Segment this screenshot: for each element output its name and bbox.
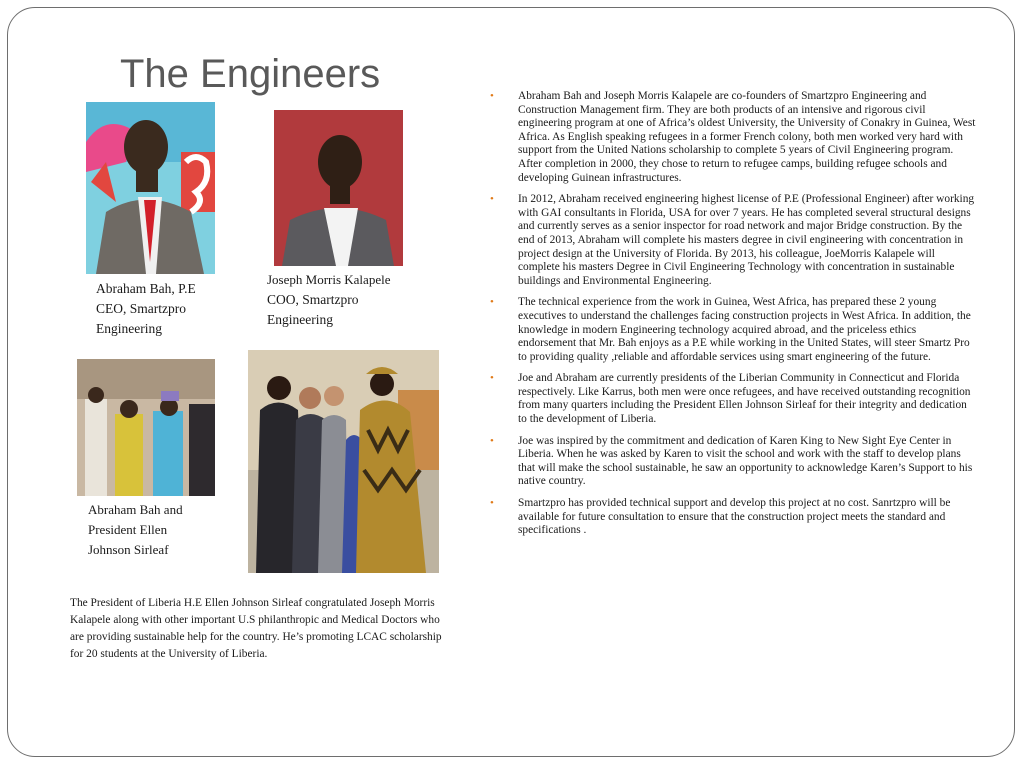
caption-line: Engineering bbox=[267, 312, 333, 327]
photo-footnote: The President of Liberia H.E Ellen Johnson Sirleaf congratulated Joseph Morris Kalapele along with other important U.S philanthropic and Medical Doctors who are providing sustainable help for the country. He’s promoting LCAC scholarship for 20 students at the University of Liberia. bbox=[70, 597, 442, 660]
bullet-text: Abraham Bah and Joseph Morris Kalapele are co-founders of Smartzpro Engineering and Construction Management firm. They are both products of an intensive and rigorous civil engineering program at one of Africa’s oldest University, the University of Conakry in Guinea, West Africa. As English speaking refugees in a former French colony, both men worked very hard with support from the United Nations scholarship to complete 5 years of Civil Engineering program. After completion in 2000, they chose to return to refugee camps, building refugee schools and developing Guinean infrastructures. bbox=[518, 90, 976, 184]
caption-line: Abraham Bah and bbox=[88, 502, 183, 517]
bullet-icon: • bbox=[490, 90, 494, 102]
slide-title: The Engineers bbox=[120, 52, 381, 96]
caption-line: Johnson Sirleaf bbox=[88, 542, 169, 557]
portrait-image bbox=[274, 110, 403, 266]
bullet-icon: • bbox=[490, 193, 494, 206]
bullet-icon: • bbox=[490, 372, 494, 385]
bullet-text: The technical experience from the work in Guinea, West Africa, has prepared these 2 young executives to understand the challenges facing construction projects in West Africa. In addition, the knowledge in modern Engineering technology acquired abroad, and the priceless ethics endorsement that Mr. Bah enjoys as a P.E while working in the United States, will steer Smartz Pro to providing quality ,reliable and affordable services using smart engineering of the future. bbox=[518, 296, 971, 363]
bullet-item bbox=[488, 193, 976, 288]
bullet-list bbox=[488, 90, 976, 546]
caption-line: Joseph Morris Kalapele bbox=[267, 272, 391, 287]
caption-line: Abraham Bah, P.E bbox=[96, 281, 196, 296]
photo-joseph-kalapele bbox=[274, 110, 403, 266]
caption-abraham-bah bbox=[96, 279, 196, 339]
bullet-item bbox=[488, 435, 976, 489]
bullet-text: In 2012, Abraham received engineering highest license of P.E (Professional Engineer) after working with GAI consultants in Florida, USA for over 7 years. He has completed several structural designs and currently serves as a senior inspector for road network and major Bridge construction. By the end of 2013, Abraham will complete his masters degree in civil engineering with concentration in project design at the University of Florida. By 2013, his colleague, JoeMorris Kalapele will complete his masters Degree in Civil Engineering Technology with concentration in sustainable buildings and Environmental Engineering. bbox=[518, 193, 975, 287]
bullet-text: Joe and Abraham are currently presidents of the Liberian Community in Connecticut and Florida respectively. Like Karrus, both men were once refugees, and have received outstanding recognition from many quarters including the President Ellen Johnson Sirleaf for their integrity and dedication to the development of Liberia. bbox=[518, 372, 971, 426]
bullet-icon: • bbox=[490, 497, 494, 510]
portrait-image bbox=[86, 102, 215, 274]
slide bbox=[7, 7, 1015, 757]
bullet-item bbox=[488, 372, 976, 426]
caption-line: President Ellen bbox=[88, 522, 168, 537]
bullet-item bbox=[488, 296, 976, 364]
group-photo-image bbox=[248, 350, 439, 573]
bullet-item bbox=[488, 90, 976, 185]
caption-joseph-kalapele bbox=[267, 270, 390, 330]
caption-abraham-and-president bbox=[88, 500, 183, 560]
caption-line: Engineering bbox=[96, 321, 162, 336]
bullet-item bbox=[488, 497, 976, 538]
bullet-icon: • bbox=[490, 434, 494, 447]
group-photo-image bbox=[77, 359, 215, 496]
bullet-text: Joe was inspired by the commitment and dedication of Karen King to New Sight Eye Center in Liberia. When he was asked by Karen to visit the school and work with the staff to develop plans that will make the school sustainable, he saw an opportunity to acknowledge Karen’s Support to his native country. bbox=[518, 434, 973, 488]
caption-line: COO, Smartzpro bbox=[267, 292, 359, 307]
photo-joseph-and-president bbox=[248, 350, 439, 573]
photo-abraham-and-president bbox=[77, 359, 215, 496]
bullet-icon: • bbox=[490, 296, 494, 309]
bullet-text: Smartzpro has provided technical support and develop this project at no cost. Sanrtzpro will be available for future consultation to ensure that the construction project meets the standard and specifications . bbox=[518, 497, 951, 537]
caption-line: CEO, Smartzpro bbox=[96, 301, 186, 316]
photo-abraham-bah bbox=[86, 102, 215, 274]
